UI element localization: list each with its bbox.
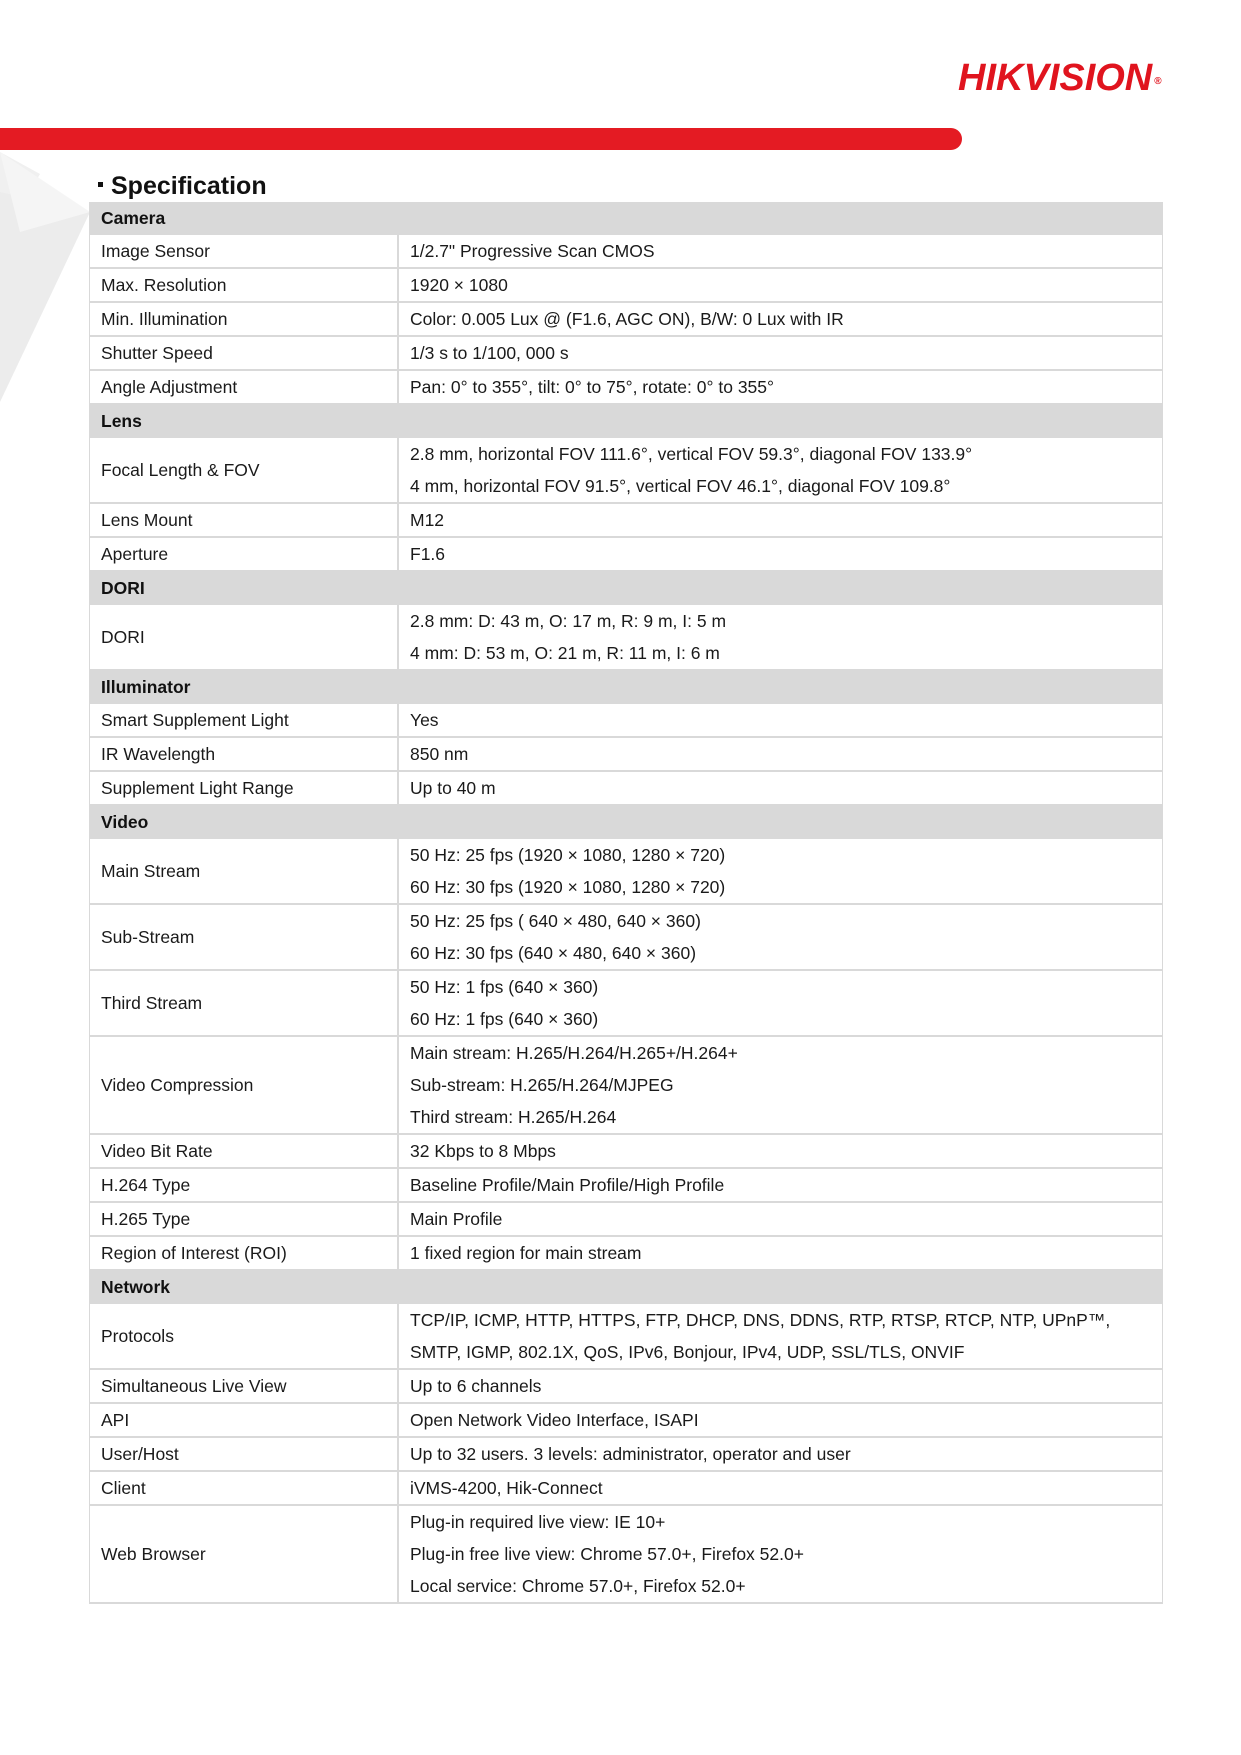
spec-value [399,605,1162,669]
spec-value-line: 4 mm: D: 53 m, O: 21 m, R: 11 m, I: 6 m [410,643,720,663]
spec-value-line: Sub-stream: H.265/H.264/MJPEG [410,1075,674,1095]
spec-label: Protocols [90,1304,399,1368]
spec-label: Supplement Light Range [90,772,399,804]
spec-value-line: Main Profile [410,1209,503,1229]
spec-value-line: Plug-in required live view: IE 10+ [410,1512,666,1532]
specification-table [89,202,1163,1604]
spec-row [89,1404,1163,1438]
spec-row [89,303,1163,337]
spec-value-line: 2.8 mm: D: 43 m, O: 17 m, R: 9 m, I: 5 m [410,611,727,631]
hikvision-logo: HIKVISION ® [958,57,1162,99]
spec-value [399,337,1162,369]
spec-value [399,738,1162,770]
spec-value-line: 850 nm [410,744,469,764]
section-header-illuminator: Illuminator [89,671,1163,704]
spec-label: Lens Mount [90,504,399,536]
decorative-triangles [0,152,90,402]
spec-value [399,1404,1162,1436]
spec-value-line: 1/3 s to 1/100, 000 s [410,343,569,363]
spec-value [399,1169,1162,1201]
spec-value [399,1237,1162,1269]
spec-value [399,269,1162,301]
spec-value [399,1304,1162,1368]
spec-value [399,1037,1162,1133]
spec-value-line: Main stream: H.265/H.264/H.265+/H.264+ [410,1043,738,1063]
spec-value-line: Baseline Profile/Main Profile/High Profile [410,1175,725,1195]
spec-label: H.264 Type [90,1169,399,1201]
spec-label: Shutter Speed [90,337,399,369]
spec-value-line: Up to 6 channels [410,1376,542,1396]
spec-label: Client [90,1472,399,1504]
spec-value [399,839,1162,903]
section-header-dori: DORI [89,572,1163,605]
spec-row [89,1304,1163,1370]
spec-row [89,337,1163,371]
spec-row [89,704,1163,738]
spec-row [89,1135,1163,1169]
spec-label: IR Wavelength [90,738,399,770]
spec-row [89,504,1163,538]
spec-label: DORI [90,605,399,669]
spec-value [399,704,1162,736]
section-header-camera: Camera [89,202,1163,235]
spec-value-line: M12 [410,510,445,530]
spec-label: Smart Supplement Light [90,704,399,736]
spec-value-line: 4 mm, horizontal FOV 91.5°, vertical FOV 46.1°, diagonal FOV 109.8° [410,476,951,496]
spec-value-line: Up to 40 m [410,778,496,798]
spec-value-line: Pan: 0° to 355°, tilt: 0° to 75°, rotate: 0° to 355° [410,377,775,397]
spec-row [89,1037,1163,1135]
spec-label: Main Stream [90,839,399,903]
spec-label: Third Stream [90,971,399,1035]
spec-row [89,1370,1163,1404]
spec-label: Video Compression [90,1037,399,1133]
spec-value-line: 50 Hz: 25 fps (1920 × 1080, 1280 × 720) [410,845,726,865]
spec-row [89,971,1163,1037]
spec-value-line: Local service: Chrome 57.0+, Firefox 52.0+ [410,1576,746,1596]
spec-value [399,1472,1162,1504]
section-header-lens: Lens [89,405,1163,438]
spec-value-line: 1/2.7" Progressive Scan CMOS [410,241,655,261]
spec-value [399,371,1162,403]
spec-value-line: Color: 0.005 Lux @ (F1.6, AGC ON), B/W: 0 Lux with IR [410,309,844,329]
spec-row [89,605,1163,671]
spec-value-line: Plug-in free live view: Chrome 57.0+, Firefox 52.0+ [410,1544,804,1564]
spec-value [399,1370,1162,1402]
spec-row [89,269,1163,303]
spec-value [399,1438,1162,1470]
page-title: Specification [98,168,267,204]
spec-value [399,235,1162,267]
spec-value-line: 50 Hz: 1 fps (640 × 360) [410,977,599,997]
spec-value [399,1203,1162,1235]
spec-label: Web Browser [90,1506,399,1602]
spec-row [89,1438,1163,1472]
spec-row [89,738,1163,772]
section-header-video: Video [89,806,1163,839]
spec-row [89,839,1163,905]
spec-value [399,971,1162,1035]
spec-value-line: Open Network Video Interface, ISAPI [410,1410,699,1430]
spec-value-line: Yes [410,710,439,730]
spec-value-line: Third stream: H.265/H.264 [410,1107,617,1127]
spec-value-line: 2.8 mm, horizontal FOV 111.6°, vertical FOV 59.3°, diagonal FOV 133.9° [410,444,973,464]
header-red-bar [0,128,962,150]
registered-mark: ® [1154,76,1162,87]
spec-label: Sub-Stream [90,905,399,969]
spec-value-line: 60 Hz: 30 fps (640 × 480, 640 × 360) [410,943,697,963]
spec-value-line: 50 Hz: 25 fps ( 640 × 480, 640 × 360) [410,911,701,931]
spec-row [89,1506,1163,1604]
spec-value-line: 60 Hz: 1 fps (640 × 360) [410,1009,599,1029]
spec-label: Max. Resolution [90,269,399,301]
spec-row [89,1169,1163,1203]
spec-row [89,1203,1163,1237]
spec-value-line: 60 Hz: 30 fps (1920 × 1080, 1280 × 720) [410,877,726,897]
spec-label: Angle Adjustment [90,371,399,403]
spec-label: Video Bit Rate [90,1135,399,1167]
spec-label: Focal Length & FOV [90,438,399,502]
spec-value-line: SMTP, IGMP, 802.1X, QoS, IPv6, Bonjour, IPv4, UDP, SSL/TLS, ONVIF [410,1342,965,1362]
spec-label: Region of Interest (ROI) [90,1237,399,1269]
spec-row [89,438,1163,504]
spec-row [89,1472,1163,1506]
spec-value [399,905,1162,969]
spec-value [399,504,1162,536]
spec-label: H.265 Type [90,1203,399,1235]
spec-label: Simultaneous Live View [90,1370,399,1402]
spec-label: Min. Illumination [90,303,399,335]
spec-value-line: 1 fixed region for main stream [410,1243,642,1263]
spec-value-line: TCP/IP, ICMP, HTTP, HTTPS, FTP, DHCP, DNS, DDNS, RTP, RTSP, RTCP, NTP, UPnP™, [410,1310,1111,1330]
spec-label: Aperture [90,538,399,570]
spec-row [89,772,1163,806]
spec-value-line: Up to 32 users. 3 levels: administrator, operator and user [410,1444,851,1464]
spec-row [89,905,1163,971]
spec-value [399,1506,1162,1602]
section-header-network: Network [89,1271,1163,1304]
spec-row [89,538,1163,572]
spec-row [89,235,1163,269]
bullet-icon [98,182,103,187]
spec-value [399,438,1162,502]
spec-row [89,1237,1163,1271]
spec-value-line: F1.6 [410,544,446,564]
spec-value [399,772,1162,804]
spec-value-line: iVMS-4200, Hik-Connect [410,1478,603,1498]
spec-row [89,371,1163,405]
spec-value [399,303,1162,335]
spec-label: Image Sensor [90,235,399,267]
spec-value-line: 32 Kbps to 8 Mbps [410,1141,556,1161]
spec-label: User/Host [90,1438,399,1470]
spec-label: API [90,1404,399,1436]
spec-value [399,538,1162,570]
spec-value-line: 1920 × 1080 [410,275,508,295]
spec-value [399,1135,1162,1167]
